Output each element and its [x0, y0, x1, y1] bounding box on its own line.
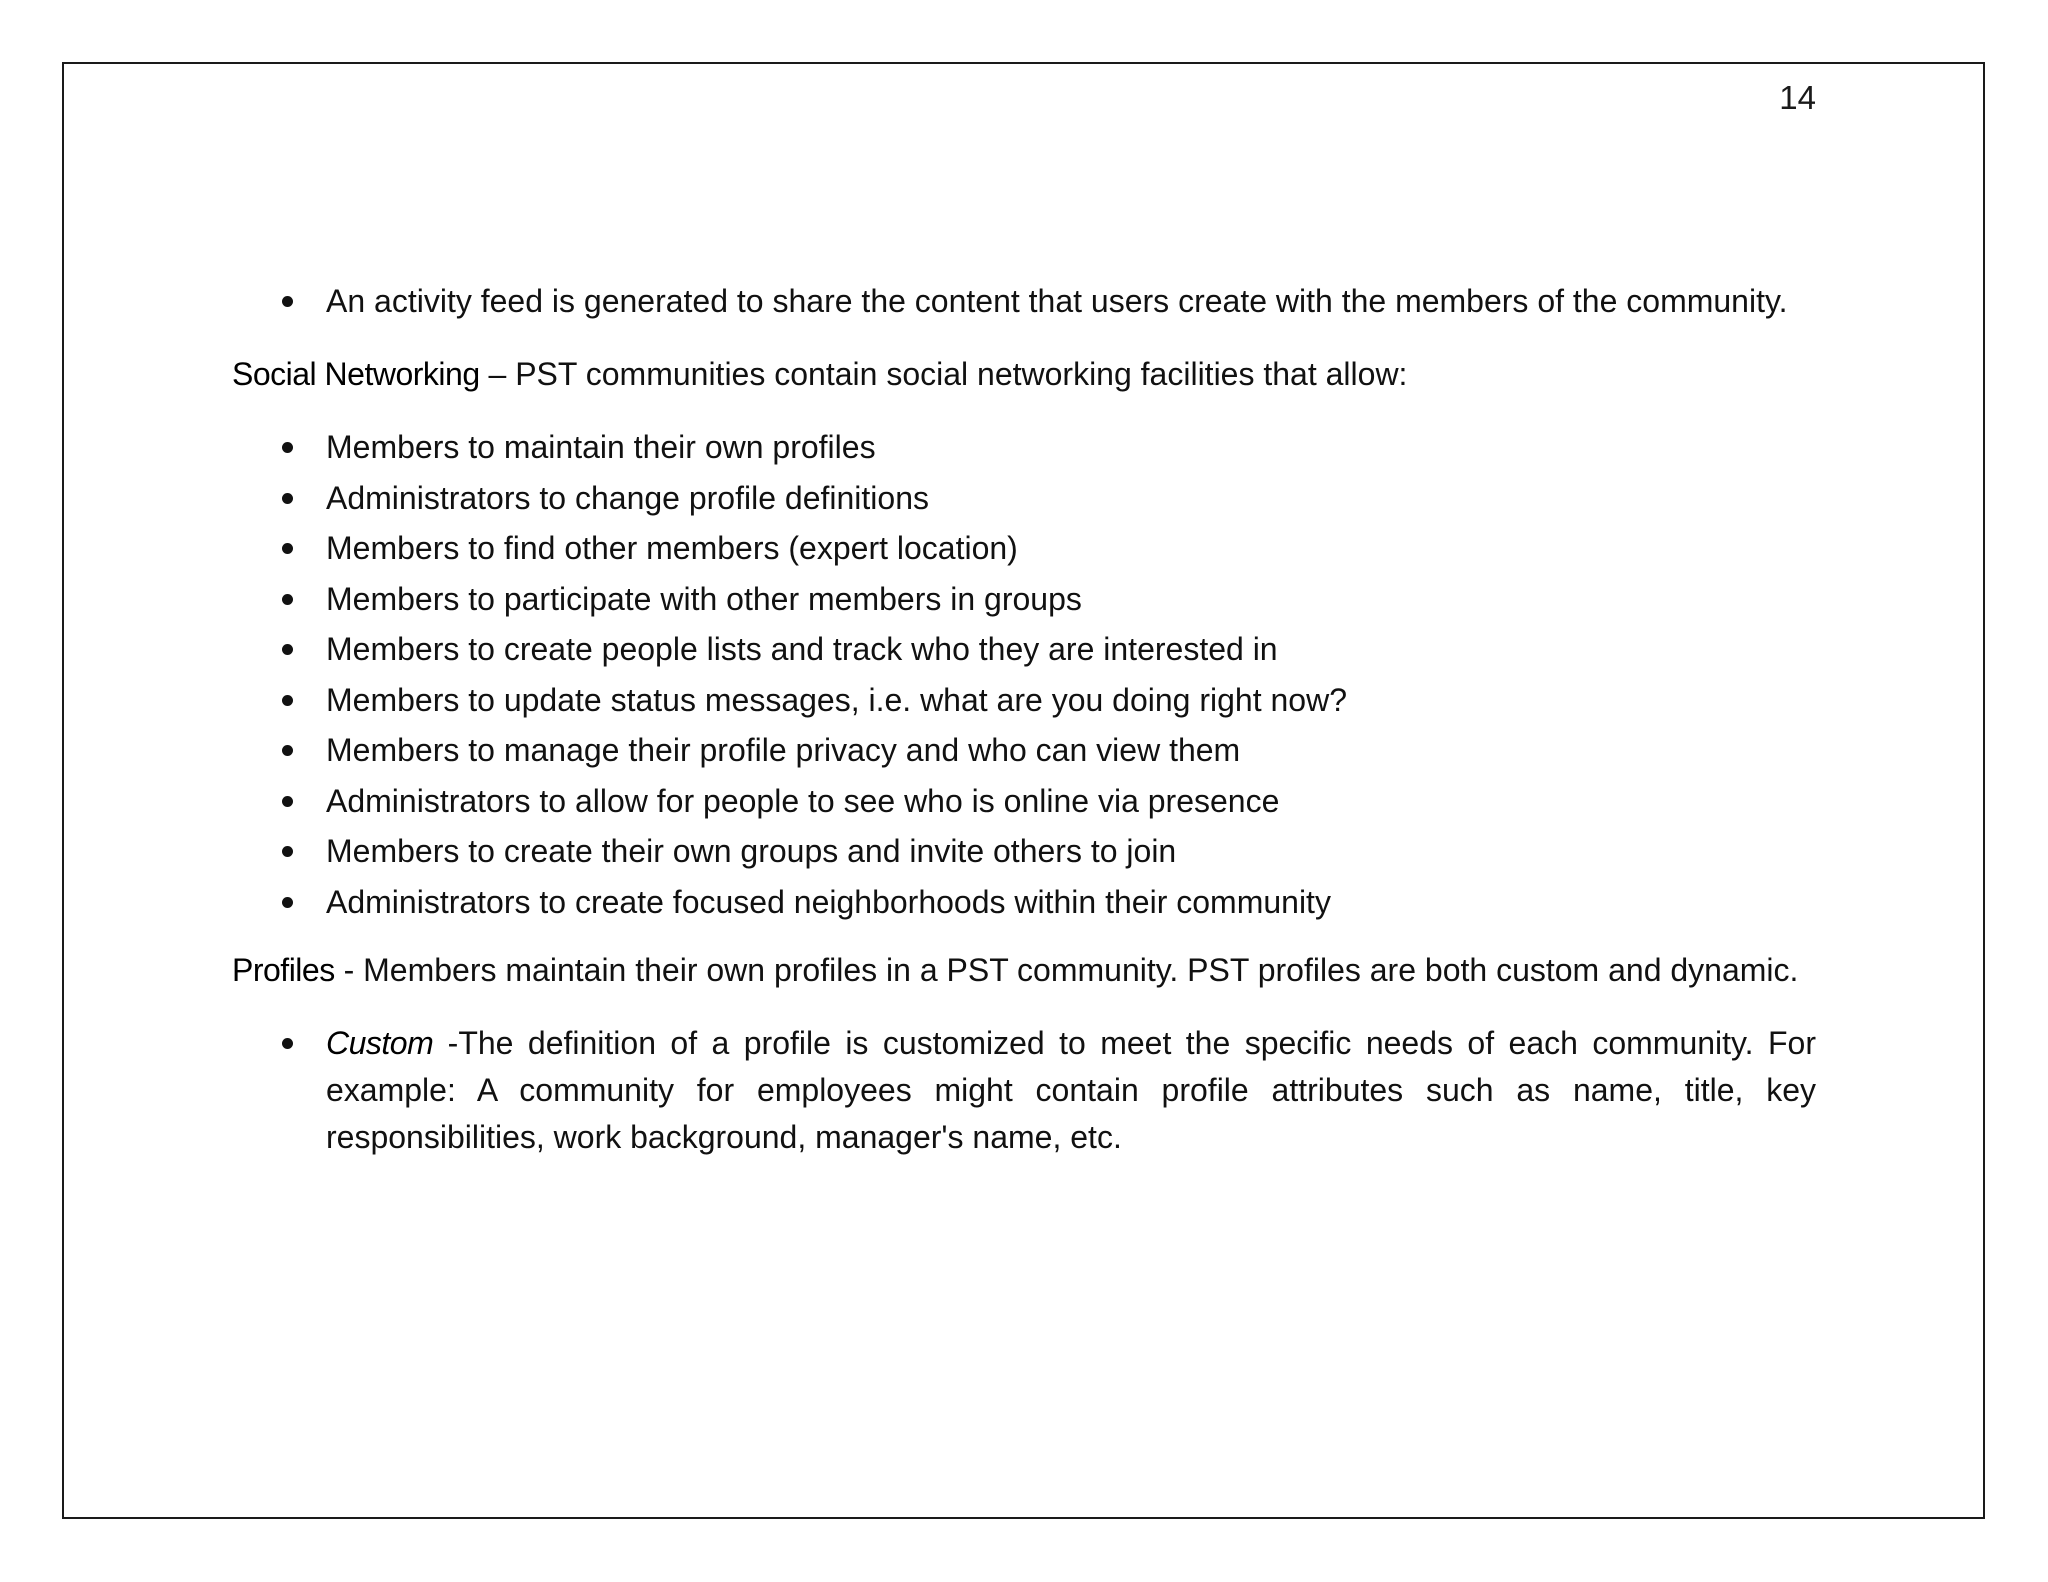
- social-networking-paragraph: [232, 351, 1816, 398]
- list-item: Administrators to allow for people to see who is online via presence: [232, 778, 1816, 829]
- custom-text: -The definition of a profile is customized to meet the specific needs of each community. For example: A community for employees might contain profile attributes such as name, title, key responsibilities, work background, manager's name, etc.: [326, 1025, 1816, 1155]
- social-networking-list: [232, 424, 1816, 929]
- social-networking-separator: –: [479, 356, 516, 392]
- list-item: Members to manage their profile privacy and who can view them: [232, 727, 1816, 778]
- profiles-term: Profiles: [232, 952, 335, 988]
- list-item: Administrators to create focused neighborhoods within their community: [232, 879, 1816, 930]
- list-item: Members to create their own groups and invite others to join: [232, 828, 1816, 879]
- list-item: Members to create people lists and track who they are interested in: [232, 626, 1816, 677]
- list-item: Members to maintain their own profiles: [232, 424, 1816, 475]
- list-item: Administrators to change profile definitions: [232, 475, 1816, 526]
- profiles-separator: -: [334, 952, 364, 988]
- profiles-list: [232, 1020, 1816, 1161]
- list-item: Members to participate with other members in groups: [232, 576, 1816, 627]
- profiles-paragraph: [232, 947, 1816, 994]
- list-item: Members to find other members (expert location): [232, 525, 1816, 576]
- social-networking-text: PST communities contain social networking facilities that allow:: [515, 356, 1408, 392]
- page-number: 14: [1779, 79, 1816, 116]
- list-item: An activity feed is generated to share the content that users create with the members of the community.: [232, 278, 1816, 325]
- social-networking-term: Social Networking: [232, 356, 480, 392]
- document-body: [232, 278, 1816, 1161]
- intro-bullet-list: [232, 278, 1816, 325]
- custom-term: Custom: [326, 1025, 434, 1061]
- list-item: [232, 1020, 1816, 1161]
- list-item: Members to update status messages, i.e. what are you doing right now?: [232, 677, 1816, 728]
- profiles-text: Members maintain their own profiles in a PST community. PST profiles are both custom and dynamic.: [363, 952, 1799, 988]
